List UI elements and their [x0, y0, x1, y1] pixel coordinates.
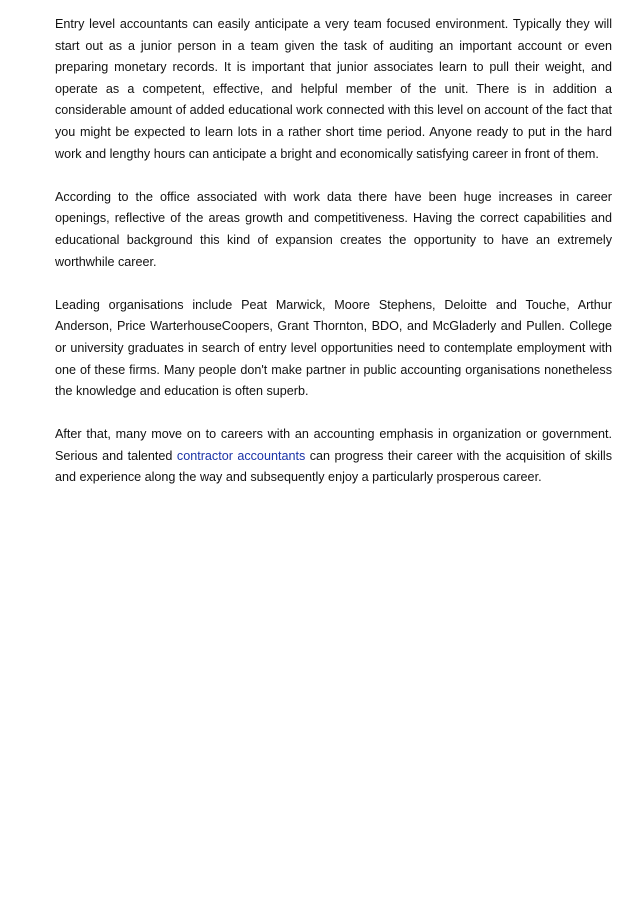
paragraph-text-before-link: After that, many move on to careers with an accounting emphasis in organization or government. Serious and talented [55, 427, 612, 463]
paragraph-leading-organisations: Leading organisations include Peat Marwick, Moore Stephens, Deloitte and Touche, Arthur Anderson, Price WarterhouseCoopers, Grant Thornton, BDO, and McGladerly and Pullen. College or university graduates in search of entry level opportunities need to contemplate employment with one of these firms. Many people don't make partner in public accounting organisations nonetheless the knowledge and education is often superb. [55, 297, 612, 399]
paragraph-career-openings: According to the office associated with work data there have been huge increases in career openings, reflective of the areas growth and competitiveness. Having the correct capabilities and educational background this kind of expansion creates the opportunity to have an extremely worthwhile career. [55, 189, 612, 269]
paragraph-career-progression [55, 424, 612, 489]
paragraph-entry-level: Entry level accountants can easily anticipate a very team focused environment. Typically they will start out as a junior person in a team given the task of auditing an important account or even preparing monetary records. It is important that junior associates learn to pull their weight, and operate as a competent, effective, and helpful member of the unit. There is in addition a considerable amount of added educational work connected with this level on account of the fact that you might be expected to learn lots in a rather short time period. Anyone ready to put in the hard work and lengthy hours can anticipate a bright and economically satisfying career in front of them. [55, 17, 612, 161]
paragraph-text-after-link: can progress their career with the acquisition of skills and experience along the way and subsequently enjoy a particularly prosperous career. [55, 448, 612, 485]
document-body [55, 14, 612, 511]
contractor-accountants-link[interactable]: contractor accountants [176, 448, 306, 463]
